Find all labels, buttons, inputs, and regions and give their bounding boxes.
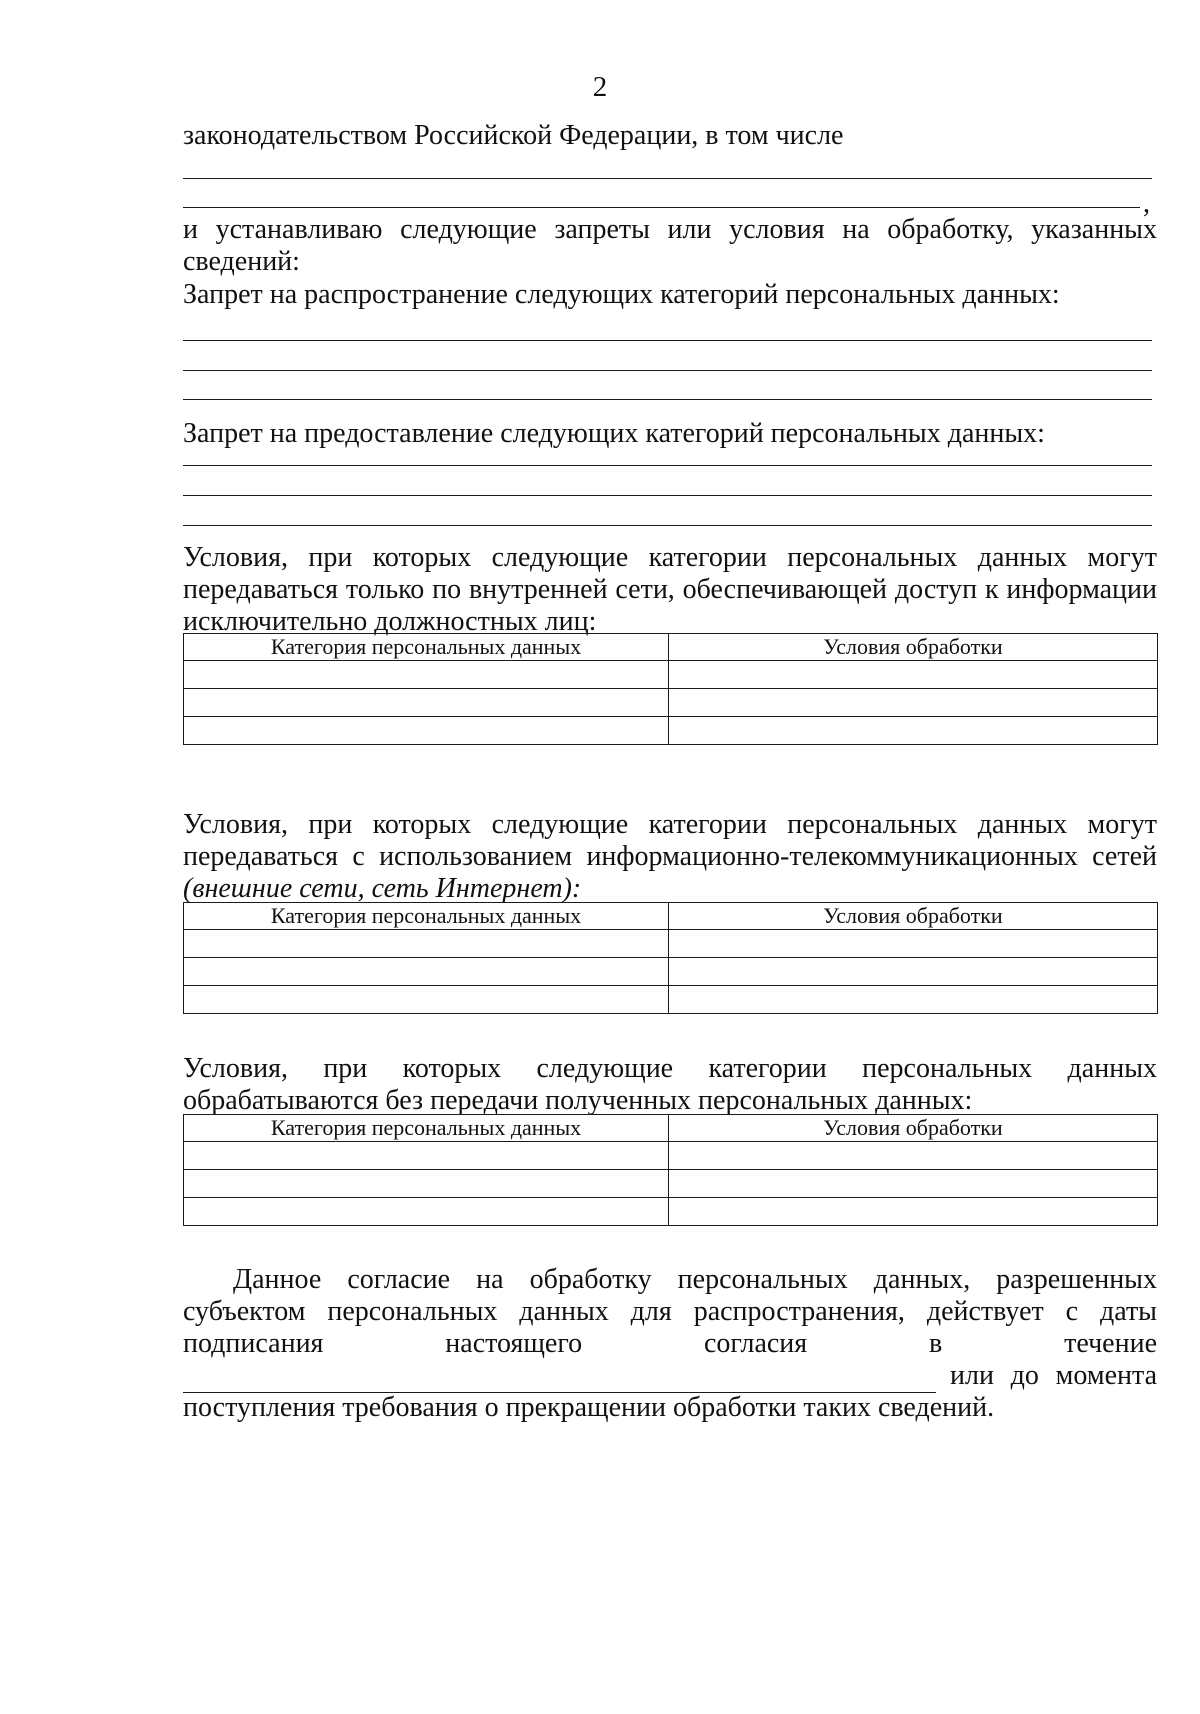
validity-line-2: субъектом персональных данных для распространения, действует с даты	[183, 1296, 1157, 1327]
conditions-cell[interactable]	[669, 1170, 1158, 1198]
category-cell[interactable]	[184, 661, 669, 689]
column-header-category: Категория персональных данных	[184, 903, 669, 930]
section-internal-line-1: Условия, при которых следующие категории персональных данных могут	[183, 542, 1157, 573]
external-conditions-table	[183, 902, 1158, 1014]
conditions-cell[interactable]	[669, 1142, 1158, 1170]
section-external-line-1: Условия, при которых следующие категории персональных данных могут	[183, 809, 1157, 840]
fill-line[interactable]	[183, 370, 1152, 371]
ban-distribution-heading: Запрет на распространение следующих категорий персональных данных:	[183, 279, 1060, 310]
category-cell[interactable]	[184, 1198, 669, 1226]
conditions-cell[interactable]	[669, 958, 1158, 986]
section-no-transfer-line-2: обрабатываются без передачи полученных персональных данных:	[183, 1085, 973, 1116]
section-internal-line-2: передаваться только по внутренней сети, обеспечивающей доступ к информации	[183, 574, 1157, 605]
category-cell[interactable]	[184, 1142, 669, 1170]
table-row	[184, 986, 1158, 1014]
conditions-cell[interactable]	[669, 1198, 1158, 1226]
section-external-line-2: передаваться с использованием информационно-телекоммуникационных сетей	[183, 841, 1157, 872]
table-row	[184, 1170, 1158, 1198]
conditions-cell[interactable]	[669, 661, 1158, 689]
category-cell[interactable]	[184, 1170, 669, 1198]
category-cell[interactable]	[184, 958, 669, 986]
table-row	[184, 717, 1158, 745]
conditions-cell[interactable]	[669, 717, 1158, 745]
category-cell[interactable]	[184, 986, 669, 1014]
fill-line[interactable]	[183, 340, 1152, 341]
validity-line-1: Данное согласие на обработку персональных данных, разрешенных	[233, 1264, 1157, 1295]
conditions-cell[interactable]	[669, 689, 1158, 717]
ban-provision-heading: Запрет на предоставление следующих категорий персональных данных:	[183, 418, 1045, 449]
column-header-conditions: Условия обработки	[669, 634, 1158, 661]
column-header-category: Категория персональных данных	[184, 1115, 669, 1142]
table-row	[184, 958, 1158, 986]
category-cell[interactable]	[184, 717, 669, 745]
validity-line-5: поступления требования о прекращении обработки таких сведений.	[183, 1392, 995, 1423]
comma-mark: ,	[1143, 188, 1150, 219]
fill-line[interactable]	[183, 525, 1152, 526]
conditions-cell[interactable]	[669, 986, 1158, 1014]
section-internal-line-3: исключительно должностных лиц:	[183, 606, 597, 637]
section-external-line-3: (внешние сети, сеть Интернет):	[183, 873, 582, 904]
fill-line[interactable]	[183, 178, 1152, 179]
table-row	[184, 1198, 1158, 1226]
section-no-transfer-line-1: Условия, при которых следующие категории персональных данных	[183, 1053, 1157, 1084]
fill-line[interactable]	[183, 465, 1152, 466]
fill-line[interactable]	[183, 399, 1152, 400]
table-row	[184, 661, 1158, 689]
table-row	[184, 689, 1158, 717]
intro-line: законодательством Российской Федерации, в том числе	[183, 120, 844, 151]
restrictions-intro-line-1: и устанавливаю следующие запреты или условия на обработку, указанных	[183, 214, 1157, 245]
no-transfer-conditions-table	[183, 1114, 1158, 1226]
column-header-category: Категория персональных данных	[184, 634, 669, 661]
fill-line[interactable]	[183, 207, 1140, 208]
fill-line[interactable]	[183, 495, 1152, 496]
conditions-cell[interactable]	[669, 930, 1158, 958]
column-header-conditions: Условия обработки	[669, 1115, 1158, 1142]
internal-conditions-table	[183, 633, 1158, 745]
category-cell[interactable]	[184, 930, 669, 958]
table-row	[184, 930, 1158, 958]
category-cell[interactable]	[184, 689, 669, 717]
column-header-conditions: Условия обработки	[669, 903, 1158, 930]
restrictions-intro-line-2: сведений:	[183, 246, 300, 277]
page-number: 2	[592, 71, 608, 103]
validity-line-3: подписания настоящего согласия в течение	[183, 1328, 1157, 1359]
validity-line-4-tail: или до момента	[950, 1360, 1157, 1391]
table-row	[184, 1142, 1158, 1170]
